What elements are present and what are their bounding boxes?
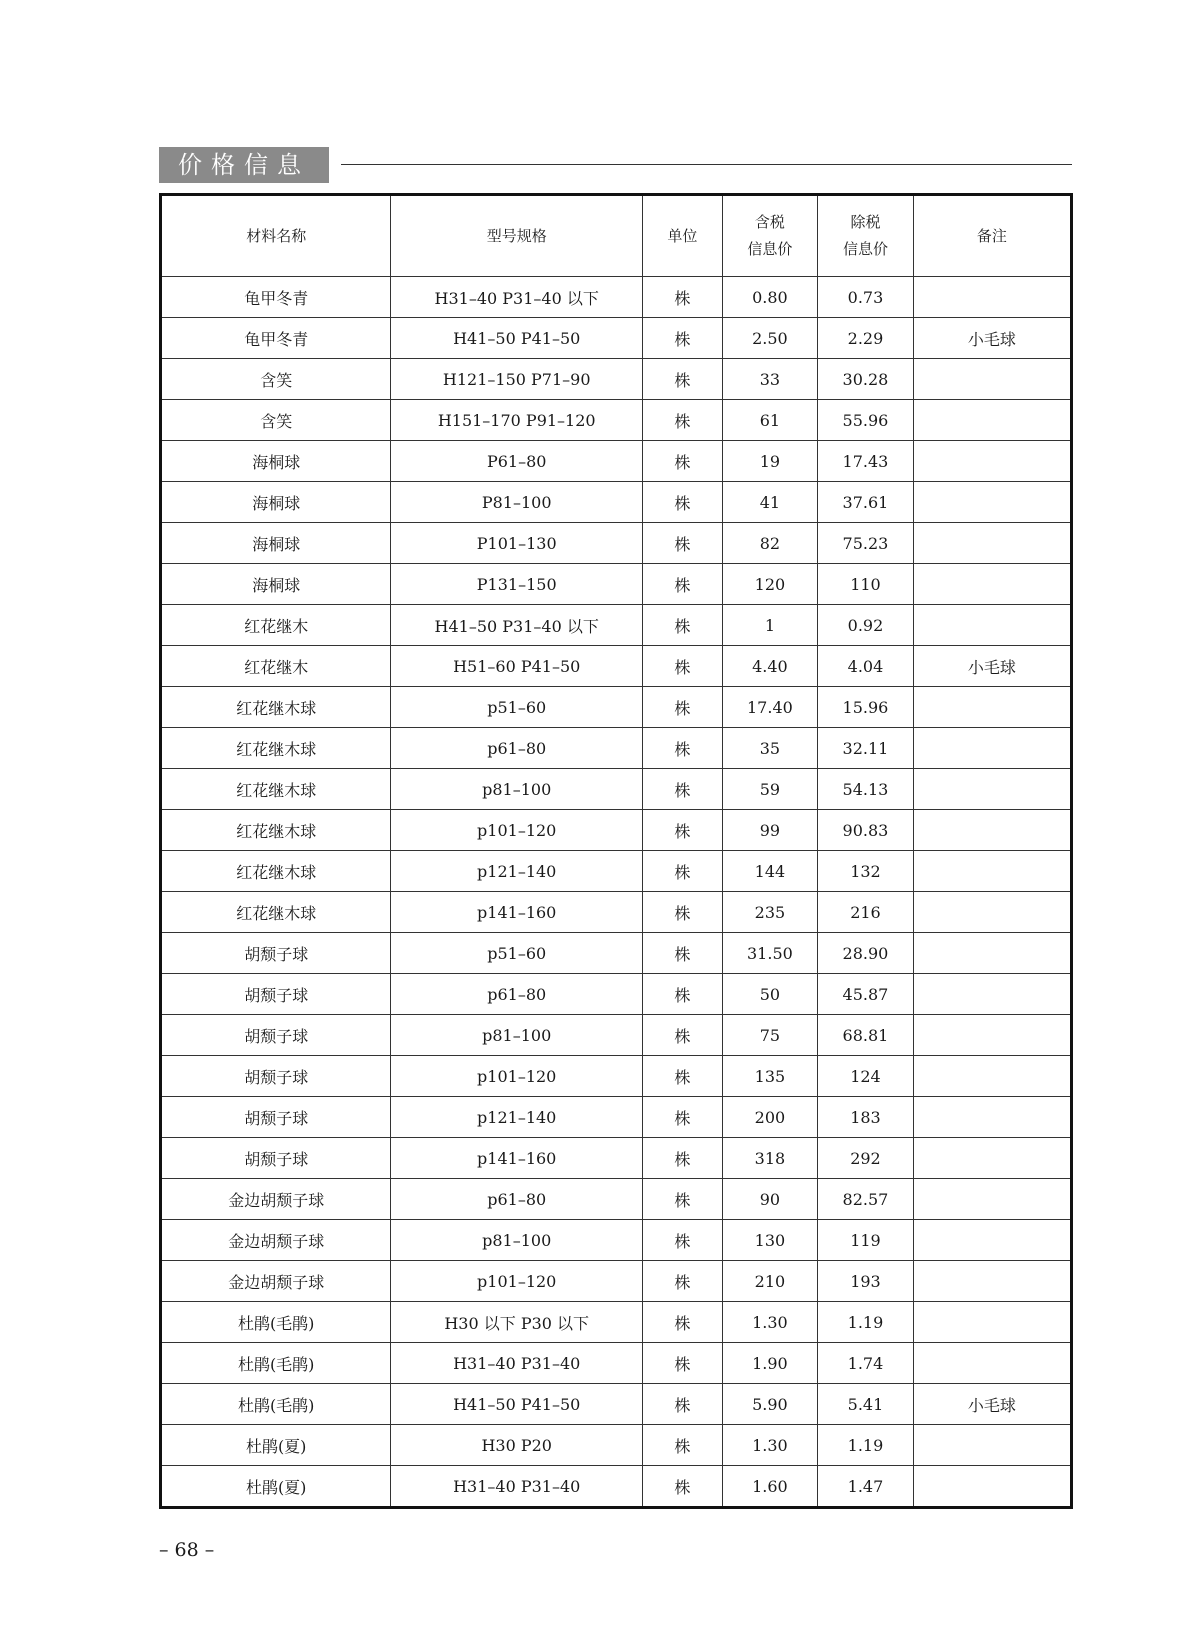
spec-cell: p141–160 (391, 1138, 643, 1179)
spec-cell: p101–120 (391, 810, 643, 851)
unit-cell: 株 (643, 810, 723, 851)
remarks-cell (913, 1056, 1071, 1097)
table-row (161, 1179, 1072, 1220)
remarks-cell: 小毛球 (913, 646, 1071, 687)
table-row (161, 482, 1072, 523)
price-incl-tax-cell: 200 (722, 1097, 818, 1138)
price-excl-tax-cell: 30.28 (818, 359, 914, 400)
unit-cell: 株 (643, 769, 723, 810)
remarks-cell (913, 1179, 1071, 1220)
unit-cell: 株 (643, 1384, 723, 1425)
price-excl-tax-cell: 90.83 (818, 810, 914, 851)
price-excl-tax-cell: 119 (818, 1220, 914, 1261)
price-incl-tax-cell: 5.90 (722, 1384, 818, 1425)
material-name-cell: 含笑 (161, 359, 391, 400)
price-excl-tax-cell: 1.19 (818, 1425, 914, 1466)
remarks-header (913, 195, 1071, 277)
unit-cell: 株 (643, 851, 723, 892)
material-name-cell: 海桐球 (161, 523, 391, 564)
remarks-cell (913, 482, 1071, 523)
price-incl-tax-cell: 210 (722, 1261, 818, 1302)
remarks-cell (913, 769, 1071, 810)
remarks-cell (913, 1097, 1071, 1138)
spec-cell: p51–60 (391, 687, 643, 728)
header-line: 型号规格 (486, 226, 547, 245)
table-row (161, 933, 1072, 974)
unit-cell: 株 (643, 482, 723, 523)
remarks-cell (913, 359, 1071, 400)
unit-cell: 株 (643, 1425, 723, 1466)
remarks-cell (913, 728, 1071, 769)
price-incl-tax-cell: 41 (722, 482, 818, 523)
price-excl-tax-cell: 15.96 (818, 687, 914, 728)
spec-cell: H30 P20 (391, 1425, 643, 1466)
price-excl-tax-cell: 17.43 (818, 441, 914, 482)
spec-cell: H41–50 P31–40 以下 (391, 605, 643, 646)
spec-cell: p121–140 (391, 1097, 643, 1138)
remarks-cell (913, 1220, 1071, 1261)
price-excl-tax-cell: 193 (818, 1261, 914, 1302)
price-excl-tax-cell: 1.19 (818, 1302, 914, 1343)
spec-cell: H151–170 P91–120 (391, 400, 643, 441)
unit-cell: 株 (643, 1220, 723, 1261)
spec-cell: p81–100 (391, 1015, 643, 1056)
table-row (161, 1138, 1072, 1179)
price-excl-tax-cell: 1.74 (818, 1343, 914, 1384)
price-excl-tax-cell: 1.47 (818, 1466, 914, 1508)
spec-cell: H31–40 P31–40 (391, 1343, 643, 1384)
table-row (161, 1056, 1072, 1097)
table-row (161, 1384, 1072, 1425)
spec-cell: p61–80 (391, 1179, 643, 1220)
table-row (161, 687, 1072, 728)
table-row (161, 523, 1072, 564)
spec-cell: p81–100 (391, 769, 643, 810)
price-incl-tax-cell: 82 (722, 523, 818, 564)
price-incl-tax-cell: 1.30 (722, 1425, 818, 1466)
material-name-cell: 红花继木球 (161, 851, 391, 892)
spec-cell: p61–80 (391, 728, 643, 769)
table-row (161, 1466, 1072, 1508)
price-incl-tax-cell: 61 (722, 400, 818, 441)
table-row (161, 318, 1072, 359)
material-name-cell: 龟甲冬青 (161, 277, 391, 318)
unit-cell: 株 (643, 933, 723, 974)
remarks-cell (913, 277, 1071, 318)
remarks-cell (913, 1466, 1071, 1508)
table-row (161, 810, 1072, 851)
spec-cell: H31–40 P31–40 (391, 1466, 643, 1508)
unit-cell: 株 (643, 646, 723, 687)
material-name-cell: 海桐球 (161, 441, 391, 482)
unit-cell: 株 (643, 1261, 723, 1302)
unit-cell: 株 (643, 523, 723, 564)
material-name-cell: 胡颓子球 (161, 974, 391, 1015)
remarks-cell (913, 1015, 1071, 1056)
table-row (161, 1220, 1072, 1261)
header-line: 含税 (754, 213, 785, 231)
material-name-cell: 杜鹃(毛鹃) (161, 1384, 391, 1425)
material-name-cell: 红花继木球 (161, 687, 391, 728)
remarks-cell (913, 1425, 1071, 1466)
unit-cell: 株 (643, 1097, 723, 1138)
price-excl-tax-cell: 132 (818, 851, 914, 892)
remarks-cell (913, 974, 1071, 1015)
price-incl-tax-cell: 33 (722, 359, 818, 400)
price-incl-tax-cell: 50 (722, 974, 818, 1015)
page-number: – 68 – (159, 1539, 215, 1561)
material-name-cell: 红花继木球 (161, 728, 391, 769)
material-name-cell: 红花继木球 (161, 810, 391, 851)
price-excl-tax-cell: 68.81 (818, 1015, 914, 1056)
material-name-cell: 胡颓子球 (161, 1097, 391, 1138)
price-incl-tax-cell: 90 (722, 1179, 818, 1220)
table-row (161, 728, 1072, 769)
header-line: 除税 (850, 213, 881, 231)
spec-cell: H121–150 P71–90 (391, 359, 643, 400)
header-line: 单位 (667, 226, 698, 245)
material-name-cell: 金边胡颓子球 (161, 1261, 391, 1302)
price-incl-tax-cell: 59 (722, 769, 818, 810)
price-excl-tax-cell: 124 (818, 1056, 914, 1097)
price-excl-tax-cell: 45.87 (818, 974, 914, 1015)
material-name-cell: 杜鹃(夏) (161, 1425, 391, 1466)
price-incl-tax-cell: 99 (722, 810, 818, 851)
table-row (161, 974, 1072, 1015)
unit-cell: 株 (643, 1015, 723, 1056)
price-incl-tax-cell: 0.80 (722, 277, 818, 318)
remarks-cell (913, 441, 1071, 482)
price-incl-tax-cell: 135 (722, 1056, 818, 1097)
spec-cell: p121–140 (391, 851, 643, 892)
price-excl-tax-cell: 5.41 (818, 1384, 914, 1425)
material-name-header (161, 195, 391, 277)
material-name-cell: 红花继木球 (161, 769, 391, 810)
remarks-cell (913, 1343, 1071, 1384)
unit-header (643, 195, 723, 277)
material-name-cell: 龟甲冬青 (161, 318, 391, 359)
table-row (161, 1425, 1072, 1466)
table-row (161, 1261, 1072, 1302)
unit-cell: 株 (643, 441, 723, 482)
table-row (161, 851, 1072, 892)
remarks-cell (913, 1261, 1071, 1302)
table-row (161, 1302, 1072, 1343)
unit-cell: 株 (643, 974, 723, 1015)
spec-cell: p141–160 (391, 892, 643, 933)
price-incl-tax-cell: 130 (722, 1220, 818, 1261)
remarks-cell: 小毛球 (913, 318, 1071, 359)
material-name-cell: 杜鹃(毛鹃) (161, 1343, 391, 1384)
material-name-cell: 海桐球 (161, 482, 391, 523)
price-excl-tax-cell: 0.73 (818, 277, 914, 318)
price-excl-tax-cell: 75.23 (818, 523, 914, 564)
remarks-cell (913, 851, 1071, 892)
unit-cell: 株 (643, 1179, 723, 1220)
price-incl-tax-cell: 17.40 (722, 687, 818, 728)
price-incl-tax-cell: 1.90 (722, 1343, 818, 1384)
material-name-cell: 含笑 (161, 400, 391, 441)
material-name-cell: 红花继木球 (161, 892, 391, 933)
unit-cell: 株 (643, 400, 723, 441)
table-row (161, 400, 1072, 441)
remarks-cell (913, 1138, 1071, 1179)
unit-cell: 株 (643, 605, 723, 646)
unit-cell: 株 (643, 359, 723, 400)
price-excl-tax-cell: 110 (818, 564, 914, 605)
price-incl-tax-header (722, 195, 818, 277)
remarks-cell (913, 1302, 1071, 1343)
header-line: 备注 (976, 226, 1007, 245)
price-incl-tax-cell: 235 (722, 892, 818, 933)
remarks-cell: 小毛球 (913, 1384, 1071, 1425)
price-incl-tax-cell: 4.40 (722, 646, 818, 687)
remarks-cell (913, 400, 1071, 441)
spec-cell: p81–100 (391, 1220, 643, 1261)
material-name-cell: 金边胡颓子球 (161, 1179, 391, 1220)
price-incl-tax-cell: 1.60 (722, 1466, 818, 1508)
price-incl-tax-cell: 1 (722, 605, 818, 646)
price-excl-tax-cell: 54.13 (818, 769, 914, 810)
unit-cell: 株 (643, 318, 723, 359)
price-incl-tax-cell: 144 (722, 851, 818, 892)
table-row (161, 605, 1072, 646)
price-excl-tax-cell: 292 (818, 1138, 914, 1179)
material-name-cell: 胡颓子球 (161, 1056, 391, 1097)
unit-cell: 株 (643, 892, 723, 933)
table-body (161, 277, 1072, 1508)
price-excl-tax-cell: 4.04 (818, 646, 914, 687)
section-rule (341, 164, 1072, 165)
material-name-cell: 胡颓子球 (161, 1015, 391, 1056)
remarks-cell (913, 605, 1071, 646)
spec-cell: P131–150 (391, 564, 643, 605)
price-excl-tax-cell: 216 (818, 892, 914, 933)
unit-cell: 株 (643, 1056, 723, 1097)
spec-header (391, 195, 643, 277)
table-row (161, 769, 1072, 810)
header-line: 材料名称 (246, 226, 307, 245)
unit-cell: 株 (643, 1302, 723, 1343)
spec-cell: H41–50 P41–50 (391, 318, 643, 359)
material-name-cell: 杜鹃(毛鹃) (161, 1302, 391, 1343)
remarks-cell (913, 523, 1071, 564)
spec-cell: H41–50 P41–50 (391, 1384, 643, 1425)
material-name-cell: 杜鹃(夏) (161, 1466, 391, 1508)
spec-cell: p101–120 (391, 1261, 643, 1302)
remarks-cell (913, 892, 1071, 933)
spec-cell: P81–100 (391, 482, 643, 523)
spec-cell: P61–80 (391, 441, 643, 482)
price-excl-tax-cell: 2.29 (818, 318, 914, 359)
spec-cell: H51–60 P41–50 (391, 646, 643, 687)
price-excl-tax-cell: 183 (818, 1097, 914, 1138)
spec-cell: p51–60 (391, 933, 643, 974)
price-excl-tax-cell: 32.11 (818, 728, 914, 769)
material-name-cell: 红花继木 (161, 605, 391, 646)
price-incl-tax-cell: 318 (722, 1138, 818, 1179)
price-excl-tax-cell: 28.90 (818, 933, 914, 974)
price-incl-tax-cell: 75 (722, 1015, 818, 1056)
price-excl-tax-cell: 37.61 (818, 482, 914, 523)
material-name-cell: 红花继木 (161, 646, 391, 687)
remarks-cell (913, 687, 1071, 728)
table-row (161, 1015, 1072, 1056)
table-row (161, 892, 1072, 933)
spec-cell: p101–120 (391, 1056, 643, 1097)
table-row (161, 564, 1072, 605)
spec-cell: p61–80 (391, 974, 643, 1015)
price-table (159, 193, 1073, 1509)
unit-cell: 株 (643, 1138, 723, 1179)
material-name-cell: 金边胡颓子球 (161, 1220, 391, 1261)
unit-cell: 株 (643, 564, 723, 605)
unit-cell: 株 (643, 1466, 723, 1508)
unit-cell: 株 (643, 687, 723, 728)
unit-cell: 株 (643, 277, 723, 318)
header-line: 信息价 (842, 240, 888, 258)
price-incl-tax-cell: 1.30 (722, 1302, 818, 1343)
spec-cell: H30 以下 P30 以下 (391, 1302, 643, 1343)
section-header (159, 147, 1072, 183)
spec-cell: P101–130 (391, 523, 643, 564)
price-excl-tax-cell: 0.92 (818, 605, 914, 646)
header-row (161, 195, 1072, 277)
table-row (161, 359, 1072, 400)
spec-cell: H31–40 P31–40 以下 (391, 277, 643, 318)
section-title: 价格信息 (159, 147, 329, 183)
table-header (161, 195, 1072, 277)
remarks-cell (913, 564, 1071, 605)
material-name-cell: 胡颓子球 (161, 933, 391, 974)
header-line: 信息价 (747, 240, 793, 258)
table-row (161, 277, 1072, 318)
price-incl-tax-cell: 120 (722, 564, 818, 605)
price-excl-tax-header (818, 195, 914, 277)
material-name-cell: 海桐球 (161, 564, 391, 605)
table-row (161, 646, 1072, 687)
table-row (161, 441, 1072, 482)
price-excl-tax-cell: 82.57 (818, 1179, 914, 1220)
table-row (161, 1097, 1072, 1138)
material-name-cell: 胡颓子球 (161, 1138, 391, 1179)
price-incl-tax-cell: 35 (722, 728, 818, 769)
price-incl-tax-cell: 31.50 (722, 933, 818, 974)
price-excl-tax-cell: 55.96 (818, 400, 914, 441)
price-incl-tax-cell: 2.50 (722, 318, 818, 359)
unit-cell: 株 (643, 728, 723, 769)
unit-cell: 株 (643, 1343, 723, 1384)
table-row (161, 1343, 1072, 1384)
remarks-cell (913, 933, 1071, 974)
price-incl-tax-cell: 19 (722, 441, 818, 482)
remarks-cell (913, 810, 1071, 851)
